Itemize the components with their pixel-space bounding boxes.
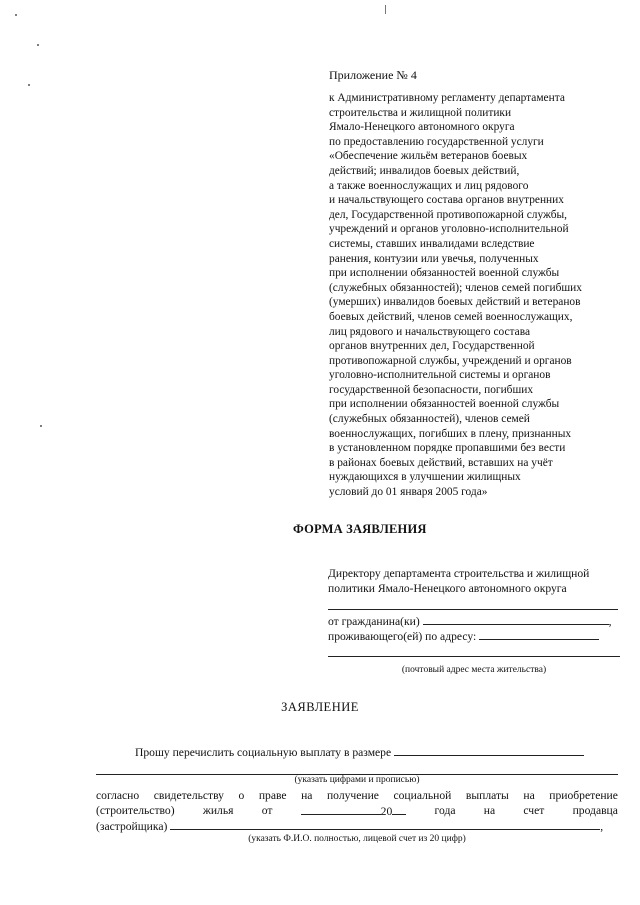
housing-text: жилья: [202, 804, 234, 817]
certificate-date-line: [96, 804, 618, 818]
appendix-description: [329, 91, 629, 500]
appendix-line: при исполнении обязанностей военной службы: [329, 267, 560, 280]
appendix-line: (служебных обязанностей); членов семей погибших: [329, 281, 582, 294]
amount-hint: (указать цифрами и прописью): [294, 775, 420, 785]
appendix-line: (умерших) инвалидов боевых действий и ветеранов: [329, 296, 581, 309]
appendix-line: дел, Государственной противопожарной службы,: [329, 208, 568, 221]
appendix-line: лиц рядового и начальствующего состава: [329, 325, 531, 338]
appendix-line: действий; инвалидов боевых действий,: [329, 164, 520, 177]
appendix-line: уголовно-исполнительной системы и органов: [329, 369, 551, 382]
addressee-block: [328, 566, 628, 678]
appendix-title: Приложение № 4: [329, 68, 417, 82]
appendix-line: Ямало-Ненецкого автономного округа: [329, 121, 515, 134]
year-text: года: [434, 804, 456, 817]
appendix-line: условий до 01 января 2005 года»: [329, 486, 488, 499]
appendix-line: а также военнослужащих и лиц рядового: [329, 179, 529, 192]
appendix-line: в районах боевых действий, вставших на учёт: [329, 456, 553, 469]
from-citizen-label: от гражданина(ки): [328, 615, 420, 628]
payment-request-row: [135, 745, 584, 759]
appendix-line: боевых действий, членов семей военнослужащих,: [329, 310, 573, 323]
appendix-line: в установленном порядке пропавшими без вести: [329, 442, 566, 455]
certificate-word: праве: [258, 789, 287, 802]
on-text: на: [483, 804, 496, 817]
certificate-word: социальной: [393, 789, 452, 802]
construction-text: (строительство): [96, 804, 175, 817]
address-field[interactable]: [479, 629, 599, 640]
appendix-line: органов внутренних дел, Государственной: [329, 340, 535, 353]
appendix-line: «Обеспечение жильём ветеранов боевых: [329, 150, 528, 163]
certificate-word: выплаты: [465, 789, 509, 802]
addressee-line: Директору департамента строительства и жилищной: [328, 567, 590, 580]
appendix-line: нуждающихся в улучшении жилищных: [329, 471, 521, 484]
postal-address-hint: (почтовый адрес места жительства): [401, 665, 547, 675]
payment-request-text: Прошу перечислить социальную выплату в размере: [135, 746, 392, 759]
certificate-word: о: [238, 789, 245, 802]
certificate-word: получение: [326, 789, 379, 802]
appendix-line: ранения, контузии или увечья, полученных: [329, 252, 539, 265]
certificate-word: свидетельству: [153, 789, 224, 802]
fio-hint: (указать Ф.И.О. полностью, лицевой счет из 20 цифр): [248, 834, 466, 844]
certificate-word: на: [301, 789, 313, 802]
developer-row: (застройщика) ,: [96, 820, 604, 833]
appendix-line: государственной безопасности, погибших: [329, 383, 534, 396]
payment-amount-field[interactable]: [394, 745, 584, 756]
appendix-line: к Административному регламенту департамента: [329, 92, 565, 104]
appendix-line: системы, ставших инвалидами вследствие: [329, 237, 535, 250]
appendix-line: по предоставлению государственной услуги: [329, 135, 544, 148]
year-prefix: 20: [380, 805, 393, 818]
scan-speck: [37, 44, 39, 46]
appendix-line: военнослужащих, погибших в плену, признанных: [329, 427, 572, 440]
certificate-word: на: [523, 789, 535, 802]
appendix-line: (служебных обязанностей), членов семей: [329, 413, 530, 426]
form-title: ФОРМА ЗАЯВЛЕНИЯ: [293, 522, 427, 536]
scan-speck: [15, 14, 17, 16]
appendix-line: при исполнении обязанностей военной службы: [329, 398, 560, 411]
appendix-line: строительства и жилищной политики: [329, 106, 512, 119]
certificate-word: приобретение: [549, 789, 618, 802]
blank-line[interactable]: [328, 599, 628, 614]
appendix-line: и начальствующего состава органов внутренних: [329, 194, 564, 207]
payment-amount-field-continued[interactable]: [96, 762, 618, 775]
appendix-line: противопожарной службы, учреждений и органов: [329, 354, 572, 367]
scan-speck: [28, 84, 30, 86]
address-label: проживающего(ей) по адресу:: [328, 630, 477, 643]
addressee-line: политики Ямало-Ненецкого автономного округа: [328, 582, 567, 595]
statement-title: ЗАЯВЛЕНИЕ: [281, 700, 359, 714]
account-text: счет: [523, 804, 545, 817]
date-from-text: от: [261, 804, 273, 817]
address-row: [328, 629, 628, 644]
seller-text: продавца: [572, 804, 618, 817]
developer-details-field[interactable]: [170, 819, 600, 830]
from-citizen-row: от гражданина(ки) ,: [328, 615, 612, 628]
certificate-word: согласно: [96, 789, 140, 802]
scan-speck: [385, 5, 386, 14]
certificate-line: [96, 789, 618, 802]
appendix-line: учреждений и органов уголовно-исполнительной: [329, 223, 569, 236]
developer-label: (застройщика): [96, 820, 168, 833]
scan-speck: [40, 425, 42, 427]
address-field-continued[interactable]: [328, 646, 628, 661]
from-citizen-field[interactable]: [423, 614, 609, 625]
certificate-date-field[interactable]: [301, 804, 407, 818]
